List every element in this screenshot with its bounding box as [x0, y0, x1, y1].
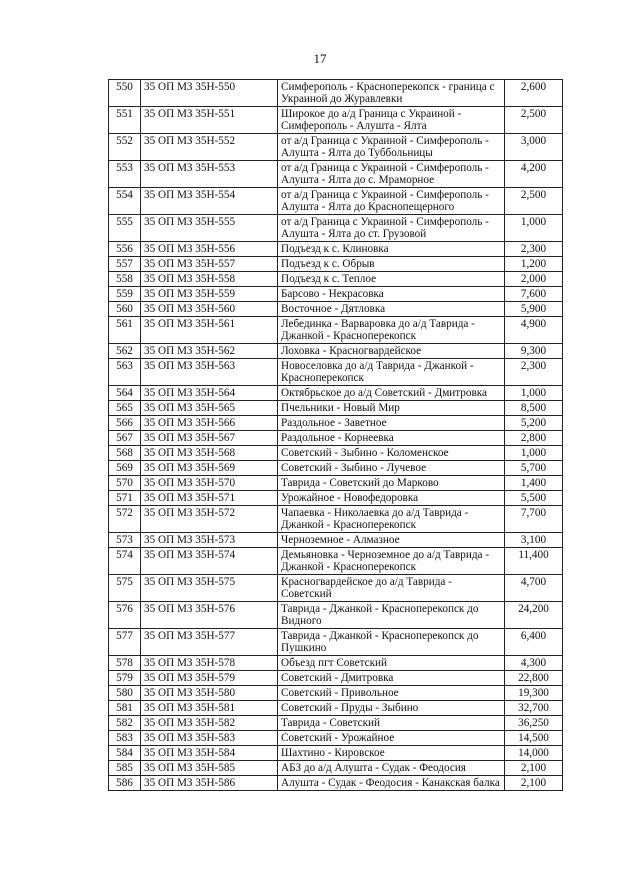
road-length: 7,700: [505, 506, 563, 533]
road-code: 35 ОП МЗ 35Н-552: [141, 134, 278, 161]
road-length: 3,100: [505, 533, 563, 548]
row-number: 559: [109, 287, 141, 302]
table-row: [109, 107, 563, 134]
table-row: [109, 386, 563, 401]
road-length: 1,000: [505, 386, 563, 401]
row-number: 583: [109, 731, 141, 746]
road-code: 35 ОП МЗ 35Н-562: [141, 344, 278, 359]
row-number: 551: [109, 107, 141, 134]
row-number: 558: [109, 272, 141, 287]
road-code: 35 ОП МЗ 35Н-579: [141, 671, 278, 686]
table-row: [109, 731, 563, 746]
road-name: Красногвардейское до а/д Таврида - Советский: [278, 575, 505, 602]
road-length: 2,000: [505, 272, 563, 287]
road-code: 35 ОП МЗ 35Н-576: [141, 602, 278, 629]
table-row: [109, 746, 563, 761]
road-length: 6,400: [505, 629, 563, 656]
road-length: 1,400: [505, 476, 563, 491]
table-row: [109, 416, 563, 431]
row-number: 557: [109, 257, 141, 272]
table-row: [109, 242, 563, 257]
road-code: 35 ОП МЗ 35Н-564: [141, 386, 278, 401]
road-name: Алушта - Судак - Феодосия - Канакская балка: [278, 776, 505, 791]
road-code: 35 ОП МЗ 35Н-569: [141, 461, 278, 476]
road-name: Чапаевка - Николаевка до а/д Таврида - Джанкой - Красноперекопск: [278, 506, 505, 533]
road-name: Лебединка - Варваровка до а/д Таврида - Джанкой - Красноперекопск: [278, 317, 505, 344]
road-code: 35 ОП МЗ 35Н-568: [141, 446, 278, 461]
road-code: 35 ОП МЗ 35Н-550: [141, 80, 278, 107]
row-number: 564: [109, 386, 141, 401]
road-length: 8,500: [505, 401, 563, 416]
road-name: Барсово - Некрасовка: [278, 287, 505, 302]
road-length: 11,400: [505, 548, 563, 575]
road-code: 35 ОП МЗ 35Н-583: [141, 731, 278, 746]
road-name: Новоселовка до а/д Таврида - Джанкой - Красноперекопск: [278, 359, 505, 386]
road-code: 35 ОП МЗ 35Н-584: [141, 746, 278, 761]
row-number: 575: [109, 575, 141, 602]
road-length: 19,300: [505, 686, 563, 701]
row-number: 561: [109, 317, 141, 344]
roads-table-body: [109, 80, 563, 791]
road-code: 35 ОП МЗ 35Н-565: [141, 401, 278, 416]
road-name: Советский - Зыбино - Лучевое: [278, 461, 505, 476]
road-length: 4,900: [505, 317, 563, 344]
road-code: 35 ОП МЗ 35Н-558: [141, 272, 278, 287]
road-length: 5,200: [505, 416, 563, 431]
road-length: 4,200: [505, 161, 563, 188]
table-row: [109, 215, 563, 242]
road-length: 1,000: [505, 446, 563, 461]
row-number: 568: [109, 446, 141, 461]
road-length: 36,250: [505, 716, 563, 731]
row-number: 566: [109, 416, 141, 431]
road-code: 35 ОП МЗ 35Н-574: [141, 548, 278, 575]
road-name: Раздольное - Корнеевка: [278, 431, 505, 446]
road-length: 5,700: [505, 461, 563, 476]
road-code: 35 ОП МЗ 35Н-578: [141, 656, 278, 671]
row-number: 567: [109, 431, 141, 446]
road-name: Советский - Зыбино - Коломенское: [278, 446, 505, 461]
table-row: [109, 344, 563, 359]
road-name: Советский - Привольное: [278, 686, 505, 701]
table-row: [109, 302, 563, 317]
table-row: [109, 761, 563, 776]
table-row: [109, 671, 563, 686]
road-code: 35 ОП МЗ 35Н-575: [141, 575, 278, 602]
road-name: Широкое до а/д Граница с Украиной - Симферополь - Алушта - Ялта: [278, 107, 505, 134]
row-number: 580: [109, 686, 141, 701]
row-number: 578: [109, 656, 141, 671]
road-code: 35 ОП МЗ 35Н-555: [141, 215, 278, 242]
row-number: 560: [109, 302, 141, 317]
row-number: 582: [109, 716, 141, 731]
row-number: 563: [109, 359, 141, 386]
table-row: [109, 317, 563, 344]
table-row: [109, 656, 563, 671]
road-length: 7,600: [505, 287, 563, 302]
road-length: 2,100: [505, 776, 563, 791]
road-name: Подъезд к с. Клиновка: [278, 242, 505, 257]
road-code: 35 ОП МЗ 35Н-571: [141, 491, 278, 506]
row-number: 576: [109, 602, 141, 629]
road-code: 35 ОП МЗ 35Н-551: [141, 107, 278, 134]
road-name: Октябрьское до а/д Советский - Дмитровка: [278, 386, 505, 401]
row-number: 579: [109, 671, 141, 686]
table-row: [109, 257, 563, 272]
road-code: 35 ОП МЗ 35Н-556: [141, 242, 278, 257]
road-length: 1,000: [505, 215, 563, 242]
table-row: [109, 776, 563, 791]
road-code: 35 ОП МЗ 35Н-586: [141, 776, 278, 791]
table-row: [109, 533, 563, 548]
table-row: [109, 575, 563, 602]
row-number: 555: [109, 215, 141, 242]
road-length: 24,200: [505, 602, 563, 629]
table-row: [109, 716, 563, 731]
road-code: 35 ОП МЗ 35Н-566: [141, 416, 278, 431]
table-row: [109, 134, 563, 161]
road-code: 35 ОП МЗ 35Н-557: [141, 257, 278, 272]
row-number: 574: [109, 548, 141, 575]
road-name: Объезд пгт Советский: [278, 656, 505, 671]
road-name: Раздольное - Заветное: [278, 416, 505, 431]
road-length: 3,000: [505, 134, 563, 161]
road-length: 4,700: [505, 575, 563, 602]
road-name: Симферополь - Красноперекопск - граница с Украиной до Журавлевки: [278, 80, 505, 107]
road-code: 35 ОП МЗ 35Н-563: [141, 359, 278, 386]
road-name: от а/д Граница с Украиной - Симферополь - Алушта - Ялта до Туббольницы: [278, 134, 505, 161]
row-number: 556: [109, 242, 141, 257]
road-length: 2,600: [505, 80, 563, 107]
table-row: [109, 701, 563, 716]
row-number: 565: [109, 401, 141, 416]
row-number: 554: [109, 188, 141, 215]
table-row: [109, 548, 563, 575]
table-row: [109, 446, 563, 461]
road-length: 32,700: [505, 701, 563, 716]
road-code: 35 ОП МЗ 35Н-553: [141, 161, 278, 188]
road-name: Восточное - Дятловка: [278, 302, 505, 317]
road-code: 35 ОП МЗ 35Н-572: [141, 506, 278, 533]
table-row: [109, 401, 563, 416]
road-length: 14,500: [505, 731, 563, 746]
table-row: [109, 80, 563, 107]
road-length: 5,900: [505, 302, 563, 317]
road-length: 22,800: [505, 671, 563, 686]
road-code: 35 ОП МЗ 35Н-567: [141, 431, 278, 446]
road-name: Демьяновка - Черноземное до а/д Таврида - Джанкой - Красноперекопск: [278, 548, 505, 575]
page-number: 17: [313, 51, 327, 66]
table-row: [109, 629, 563, 656]
road-code: 35 ОП МЗ 35Н-580: [141, 686, 278, 701]
row-number: 571: [109, 491, 141, 506]
row-number: 569: [109, 461, 141, 476]
table-row: [109, 602, 563, 629]
row-number: 585: [109, 761, 141, 776]
road-code: 35 ОП МЗ 35Н-585: [141, 761, 278, 776]
table-row: [109, 287, 563, 302]
road-length: 5,500: [505, 491, 563, 506]
road-name: Урожайное - Новофедоровка: [278, 491, 505, 506]
road-length: 2,100: [505, 761, 563, 776]
road-name: от а/д Граница с Украиной - Симферополь - Алушта - Ялта до с. Мраморное: [278, 161, 505, 188]
road-length: 2,500: [505, 188, 563, 215]
road-code: 35 ОП МЗ 35Н-560: [141, 302, 278, 317]
road-length: 2,800: [505, 431, 563, 446]
road-name: АБЗ до а/д Алушта - Судак - Феодосия: [278, 761, 505, 776]
row-number: 577: [109, 629, 141, 656]
table-row: [109, 686, 563, 701]
table-row: [109, 161, 563, 188]
road-name: Советский - Урожайное: [278, 731, 505, 746]
road-code: 35 ОП МЗ 35Н-577: [141, 629, 278, 656]
row-number: 570: [109, 476, 141, 491]
road-name: Лоховка - Красногвардейское: [278, 344, 505, 359]
road-name: Советский - Пруды - Зыбино: [278, 701, 505, 716]
row-number: 562: [109, 344, 141, 359]
row-number: 581: [109, 701, 141, 716]
road-name: Подъезд к с. Обрыв: [278, 257, 505, 272]
road-name: Таврида - Джанкой - Красноперекопск до Пушкино: [278, 629, 505, 656]
row-number: 573: [109, 533, 141, 548]
row-number: 572: [109, 506, 141, 533]
road-name: от а/д Граница с Украиной - Симферополь - Алушта - Ялта до ст. Грузовой: [278, 215, 505, 242]
road-code: 35 ОП МЗ 35Н-581: [141, 701, 278, 716]
road-length: 4,300: [505, 656, 563, 671]
road-length: 2,500: [505, 107, 563, 134]
road-length: 1,200: [505, 257, 563, 272]
road-code: 35 ОП МЗ 35Н-573: [141, 533, 278, 548]
table-row: [109, 431, 563, 446]
road-name: Таврида - Советский до Марково: [278, 476, 505, 491]
road-name: Шахтино - Кировское: [278, 746, 505, 761]
road-code: 35 ОП МЗ 35Н-554: [141, 188, 278, 215]
table-row: [109, 272, 563, 287]
road-name: Черноземное - Алмазное: [278, 533, 505, 548]
road-code: 35 ОП МЗ 35Н-570: [141, 476, 278, 491]
road-name: Таврида - Джанкой - Красноперекопск до Видного: [278, 602, 505, 629]
row-number: 550: [109, 80, 141, 107]
road-code: 35 ОП МЗ 35Н-559: [141, 287, 278, 302]
table-row: [109, 461, 563, 476]
road-name: от а/д Граница с Украиной - Симферополь - Алушта - Ялта до Краснопещерного: [278, 188, 505, 215]
road-name: Советский - Дмитровка: [278, 671, 505, 686]
road-length: 14,000: [505, 746, 563, 761]
road-length: 2,300: [505, 242, 563, 257]
table-row: [109, 188, 563, 215]
table-row: [109, 506, 563, 533]
table-row: [109, 491, 563, 506]
road-name: Подъезд к с. Теплое: [278, 272, 505, 287]
row-number: 584: [109, 746, 141, 761]
road-code: 35 ОП МЗ 35Н-561: [141, 317, 278, 344]
road-code: 35 ОП МЗ 35Н-582: [141, 716, 278, 731]
table-row: [109, 476, 563, 491]
table-row: [109, 359, 563, 386]
road-name: Таврида - Советский: [278, 716, 505, 731]
row-number: 586: [109, 776, 141, 791]
road-name: Пчельники - Новый Мир: [278, 401, 505, 416]
road-length: 2,300: [505, 359, 563, 386]
roads-table: [108, 79, 563, 791]
row-number: 552: [109, 134, 141, 161]
row-number: 553: [109, 161, 141, 188]
road-length: 9,300: [505, 344, 563, 359]
